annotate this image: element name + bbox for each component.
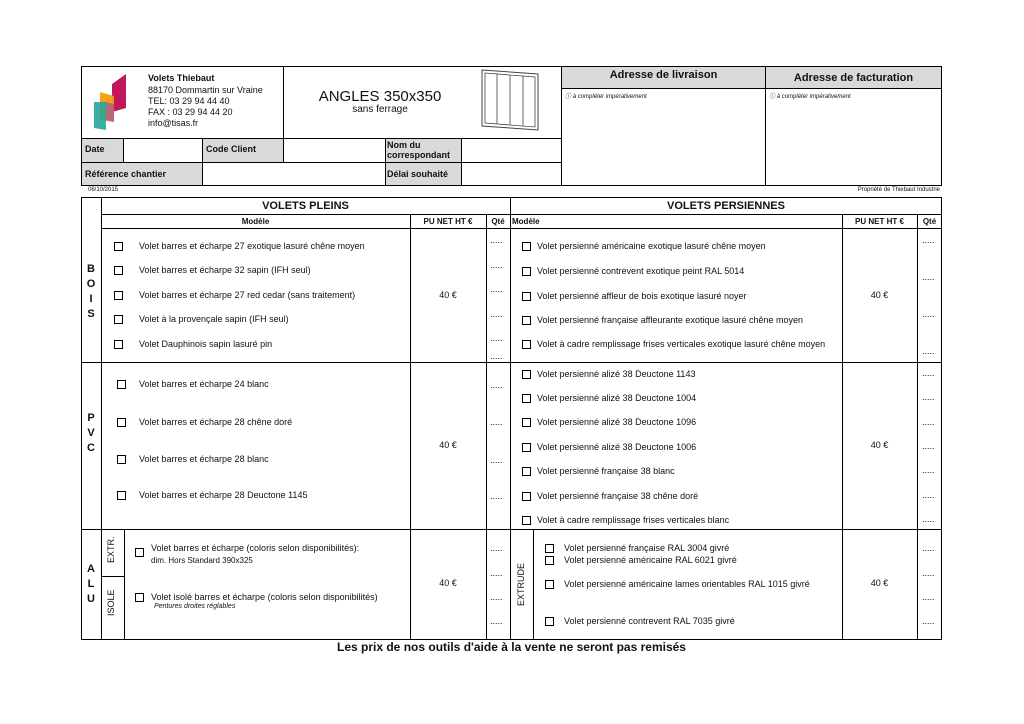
group-letter: B xyxy=(87,263,95,275)
alu-left-2-sub: Pentures droites réglables xyxy=(154,603,236,610)
checkbox-bois-right-2[interactable] xyxy=(522,267,531,276)
quantity-input[interactable]: ..... xyxy=(490,260,503,270)
quantity-input[interactable]: ..... xyxy=(922,417,935,427)
price-bois-right: 40 € xyxy=(870,290,889,300)
company-logo xyxy=(92,72,130,134)
delivery-address-title: Adresse de livraison xyxy=(609,69,718,81)
correspondent-label: Nom du correspondant xyxy=(387,140,451,160)
col-model-left: Modèle xyxy=(241,217,270,226)
billing-address-title: Adresse de facturation xyxy=(793,72,914,84)
pvc-right-item: Volet persienné alizé 38 Deuctone 1006 xyxy=(537,442,697,452)
checkbox-alu-left-1[interactable] xyxy=(135,548,144,557)
company-email: info@tisas.fr xyxy=(148,118,199,128)
group-letter: O xyxy=(86,278,96,290)
alu-right-item: Volet persienné américaine RAL 6021 givré xyxy=(564,555,737,565)
quantity-input[interactable]: ..... xyxy=(922,235,935,245)
checkbox-pvc-right-4[interactable] xyxy=(522,443,531,452)
checkbox-bois-left-4[interactable] xyxy=(114,315,123,324)
client-code-field[interactable] xyxy=(284,139,385,162)
quantity-input[interactable]: ..... xyxy=(490,491,503,501)
checkbox-bois-left-5[interactable] xyxy=(114,340,123,349)
pvc-left-item: Volet barres et écharpe 28 blanc xyxy=(139,454,269,464)
alu-left-1: Volet barres et écharpe (coloris selon disponibilités): xyxy=(151,543,360,553)
group-letter: V xyxy=(87,427,95,439)
checkbox-bois-left-1[interactable] xyxy=(114,242,123,251)
billing-note: à compléter impérativement xyxy=(776,94,851,100)
quantity-input[interactable]: ..... xyxy=(922,309,935,319)
alu-left-2: Volet isolé barres et écharpe (coloris selon disponibilités) xyxy=(151,592,378,602)
price-bois-left: 40 € xyxy=(439,290,457,300)
bois-left-item: Volet barres et écharpe 27 exotique lasuré chêne moyen xyxy=(139,241,365,251)
checkbox-pvc-right-3[interactable] xyxy=(522,418,531,427)
price-alu-right: 40 € xyxy=(870,578,889,588)
bois-left-item: Volet à la provençale sapin (IFH seul) xyxy=(139,314,289,324)
price-pvc-right: 40 € xyxy=(870,440,889,450)
checkbox-pvc-right-6[interactable] xyxy=(522,492,531,501)
delivery-note: à compléter impérativement xyxy=(572,94,647,100)
quantity-input[interactable]: ..... xyxy=(490,309,503,319)
company-tel: TEL: 03 29 94 44 40 xyxy=(148,96,230,106)
checkbox-bois-right-1[interactable] xyxy=(522,242,531,251)
quantity-input[interactable]: ..... xyxy=(490,592,503,602)
checkbox-bois-left-3[interactable] xyxy=(114,291,123,300)
bois-left-item: Volet barres et écharpe 27 red cedar (sans traitement) xyxy=(139,290,356,300)
pvc-right-item: Volet persienné alizé 38 Deuctone 1096 xyxy=(537,417,697,427)
alu-extrude-label: EXTRUDE xyxy=(516,562,526,606)
bois-right-item: Volet persienné française affleurante exotique lasuré chêne moyen xyxy=(537,315,804,325)
quantity-input[interactable]: ..... xyxy=(490,543,503,553)
quantity-input[interactable]: ..... xyxy=(922,514,935,524)
checkbox-pvc-left-1[interactable] xyxy=(117,380,126,389)
quantity-input[interactable]: ..... xyxy=(922,616,935,626)
alu-right-item: Volet persienné française RAL 3004 givré xyxy=(564,543,730,553)
company-fax: FAX : 03 29 94 44 20 xyxy=(148,107,233,117)
quantity-input[interactable]: ..... xyxy=(490,284,503,294)
quantity-input[interactable]: ..... xyxy=(922,368,935,378)
pvc-right-item: Volet persienné alizé 38 Deuctone 1004 xyxy=(537,393,697,403)
quantity-input[interactable]: ..... xyxy=(490,351,503,361)
pvc-left-item: Volet barres et écharpe 24 blanc xyxy=(139,379,269,389)
alu-left-1-sub: dim. Hors Standard 390x325 xyxy=(151,556,253,565)
bois-left-item: Volet Dauphinois sapin lasuré pin xyxy=(139,339,273,349)
quantity-input[interactable]: ..... xyxy=(922,490,935,500)
checkbox-alu-right-3[interactable] xyxy=(545,580,554,589)
group-letter: S xyxy=(87,308,95,320)
footer-notice: Les prix de nos outils d'aide à la vente ne seront pas remisés xyxy=(337,640,686,654)
client-code-label: Code Client xyxy=(206,144,257,154)
pvc-right-item: Volet persienné française 38 blanc xyxy=(537,466,675,476)
alu-right-item: Volet persienné américaine lames orientables RAL 1015 givré xyxy=(564,579,810,589)
quantity-input[interactable]: ..... xyxy=(490,333,503,343)
checkbox-pvc-left-3[interactable] xyxy=(117,455,126,464)
checkbox-alu-right-4[interactable] xyxy=(545,617,554,626)
checkbox-pvc-right-7[interactable] xyxy=(522,516,531,525)
alu-right-item: Volet persienné contrevent RAL 7035 givré xyxy=(564,616,735,626)
site-ref-field[interactable] xyxy=(203,163,385,185)
delay-label: Délai souhaité xyxy=(387,169,449,179)
quantity-input[interactable]: ..... xyxy=(490,616,503,626)
section-persiennes: VOLETS PERSIENNES xyxy=(667,200,785,212)
quantity-input[interactable]: ..... xyxy=(922,441,935,451)
quantity-input[interactable]: ..... xyxy=(922,592,935,602)
date-field[interactable] xyxy=(124,139,202,162)
checkbox-alu-right-1[interactable] xyxy=(545,544,554,553)
doc-date: 06/10/2015 xyxy=(88,187,119,193)
quantity-input[interactable]: ..... xyxy=(922,543,935,553)
checkbox-pvc-right-2[interactable] xyxy=(522,394,531,403)
pvc-right-item: Volet persienné française 38 chêne doré xyxy=(537,491,699,501)
site-ref-label: Référence chantier xyxy=(85,169,167,179)
alu-extr-label: EXTR. xyxy=(106,536,116,563)
price-alu-left: 40 € xyxy=(439,578,457,588)
group-bois xyxy=(81,262,101,322)
checkbox-alu-left-2[interactable] xyxy=(135,593,144,602)
checkbox-pvc-left-4[interactable] xyxy=(117,491,126,500)
col-price-right: PU NET HT € xyxy=(855,217,904,226)
owner-note: Propriété de Thiebaut Industrie xyxy=(857,187,940,193)
price-pvc-left: 40 € xyxy=(439,440,457,450)
company-name: Volets Thiebaut xyxy=(148,73,215,83)
company-address: 88170 Dommartin sur Vraine xyxy=(148,85,263,95)
date-label: Date xyxy=(85,144,105,154)
quantity-input[interactable]: ..... xyxy=(922,392,935,402)
checkbox-bois-right-5[interactable] xyxy=(522,340,531,349)
col-qty-left: Qté xyxy=(491,217,505,226)
correspondent-field[interactable] xyxy=(462,139,561,162)
bois-left-item: Volet barres et écharpe 32 sapin (IFH seul) xyxy=(139,265,311,275)
group-letter: P xyxy=(87,412,95,424)
checkbox-bois-left-2[interactable] xyxy=(114,266,123,275)
quantity-input[interactable]: ..... xyxy=(922,272,935,282)
group-letter: U xyxy=(87,593,95,605)
col-qty-right: Qté xyxy=(922,217,937,226)
info-icon: ⓘ xyxy=(565,94,572,100)
section-pleins: VOLETS PLEINS xyxy=(262,200,349,212)
product-drawing xyxy=(480,68,540,134)
bois-right-item: Volet persienné affleur de bois exotique lasuré noyer xyxy=(537,291,747,301)
group-pvc xyxy=(81,411,101,456)
product-title: ANGLES 350x350 xyxy=(318,88,442,105)
checkbox-alu-right-2[interactable] xyxy=(545,556,554,565)
info-icon: ⓘ xyxy=(769,94,776,100)
pvc-left-item: Volet barres et écharpe 28 chêne doré xyxy=(139,417,293,427)
quantity-input[interactable]: ..... xyxy=(490,417,503,427)
group-letter: L xyxy=(87,578,95,590)
quantity-input[interactable]: ..... xyxy=(490,568,503,578)
delay-field[interactable] xyxy=(462,163,561,185)
group-letter: I xyxy=(89,293,93,305)
bois-right-item: Volet persienné contrevent exotique peint RAL 5014 xyxy=(537,266,745,276)
group-letter: C xyxy=(87,442,95,454)
product-subtitle: sans ferrage xyxy=(352,104,408,115)
col-price-left: PU NET HT € xyxy=(423,217,473,226)
bois-right-item: Volet à cadre remplissage frises verticales exotique lasuré chêne moyen xyxy=(537,339,826,349)
group-letter: A xyxy=(87,563,95,575)
quantity-input[interactable]: ..... xyxy=(490,455,503,465)
group-alu xyxy=(81,562,101,607)
quantity-input[interactable]: ..... xyxy=(922,465,935,475)
col-model-right: Modèle xyxy=(512,217,540,226)
checkbox-pvc-right-5[interactable] xyxy=(522,467,531,476)
pvc-right-item: Volet persienné alizé 38 Deuctone 1143 xyxy=(537,369,696,379)
pvc-left-item: Volet barres et écharpe 28 Deuctone 1145 xyxy=(139,490,308,500)
checkbox-pvc-right-1[interactable] xyxy=(522,370,531,379)
alu-isole-label: ISOLE xyxy=(106,589,116,616)
quantity-input[interactable]: ..... xyxy=(490,235,503,245)
quantity-input[interactable]: ..... xyxy=(490,380,503,390)
checkbox-pvc-left-2[interactable] xyxy=(117,418,126,427)
pvc-right-item: Volet à cadre remplissage frises verticales blanc xyxy=(537,515,730,525)
quantity-input[interactable]: ..... xyxy=(922,568,935,578)
checkbox-bois-right-3[interactable] xyxy=(522,292,531,301)
bois-right-item: Volet persienné américaine exotique lasuré chêne moyen xyxy=(537,241,766,251)
checkbox-bois-right-4[interactable] xyxy=(522,316,531,325)
quantity-input[interactable]: ..... xyxy=(922,346,935,356)
